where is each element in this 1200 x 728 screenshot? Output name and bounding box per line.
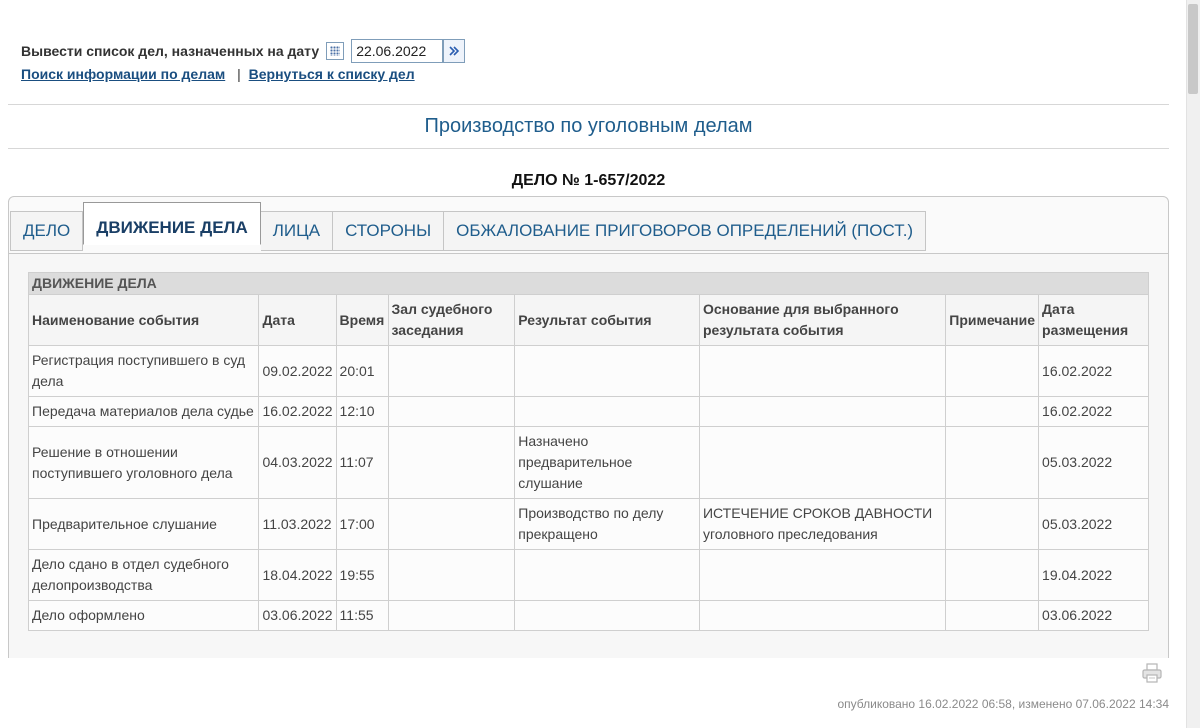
column-header: Дата размещения — [1039, 295, 1149, 346]
scrollbar-thumb[interactable] — [1188, 4, 1198, 94]
table-cell: 16.02.2022 — [1039, 397, 1149, 427]
table-cell: ИСТЕЧЕНИЕ СРОКОВ ДАВНОСТИ уголовного преследования — [699, 499, 945, 550]
column-header: Зал судебного заседания — [388, 295, 515, 346]
scrollbar-track[interactable] — [1186, 0, 1200, 728]
table-cell: Передача материалов дела судье — [29, 397, 259, 427]
table-cell: Предварительное слушание — [29, 499, 259, 550]
case-number: ДЕЛО № 1-657/2022 — [511, 172, 666, 189]
table-cell — [699, 550, 945, 601]
column-header: Основание для выбранного результата события — [699, 295, 945, 346]
table-cell: 11:07 — [336, 427, 388, 499]
table-cell — [515, 550, 700, 601]
table-cell — [946, 427, 1039, 499]
column-header: Примечание — [946, 295, 1039, 346]
table-cell: 11.03.2022 — [259, 499, 336, 550]
table-cell: 16.02.2022 — [1039, 346, 1149, 397]
table-cell — [515, 397, 700, 427]
table-cell: 09.02.2022 — [259, 346, 336, 397]
table-cell — [946, 397, 1039, 427]
table-caption: ДВИЖЕНИЕ ДЕЛА — [29, 273, 1149, 295]
section-title: Производство по уголовным делам — [424, 115, 753, 137]
search-cases-link[interactable]: Поиск информации по делам — [21, 66, 226, 82]
column-header: Время — [336, 295, 388, 346]
go-arrow-icon[interactable] — [443, 39, 465, 63]
table-cell: 18.04.2022 — [259, 550, 336, 601]
table-cell — [946, 346, 1039, 397]
table-cell: Дело оформлено — [29, 601, 259, 631]
column-header: Дата — [259, 295, 336, 346]
table-cell — [699, 346, 945, 397]
table-cell: Назначено предварительное слушание — [515, 427, 700, 499]
table-cell: 05.03.2022 — [1039, 499, 1149, 550]
table-row — [29, 397, 1149, 427]
table-cell: Регистрация поступившего в суд дела — [29, 346, 259, 397]
printer-svg — [1141, 662, 1163, 684]
table-cell — [388, 499, 515, 550]
case-movement-table — [28, 272, 1149, 631]
table-cell: 11:55 — [336, 601, 388, 631]
table-header-row — [29, 295, 1149, 346]
table-row — [29, 346, 1149, 397]
date-filter-label: Вывести список дел, назначенных на дату — [21, 43, 320, 59]
publication-note: опубликовано 16.02.2022 06:58, изменено 07.06.2022 14:34 — [837, 697, 1169, 711]
date-input[interactable] — [351, 39, 443, 63]
table-cell — [946, 550, 1039, 601]
table-cell: 03.06.2022 — [259, 601, 336, 631]
table-cell — [388, 550, 515, 601]
table-cell — [388, 397, 515, 427]
table-cell: 04.03.2022 — [259, 427, 336, 499]
table-cell — [515, 346, 700, 397]
nav-links — [21, 66, 415, 82]
table-cell: Дело сдано в отдел судебного делопроизводства — [29, 550, 259, 601]
table-cell: 16.02.2022 — [259, 397, 336, 427]
calendar-icon[interactable] — [326, 42, 344, 60]
printer-icon[interactable] — [1141, 662, 1163, 684]
back-to-list-link[interactable]: Вернуться к списку дел — [248, 66, 415, 82]
table-cell: 17:00 — [336, 499, 388, 550]
tab-case-movement[interactable]: ДВИЖЕНИЕ ДЕЛА — [83, 202, 261, 245]
table-cell — [388, 601, 515, 631]
table-cell — [699, 601, 945, 631]
table-cell — [515, 601, 700, 631]
table-cell: 20:01 — [336, 346, 388, 397]
table-cell — [946, 499, 1039, 550]
tab-bar — [10, 210, 926, 253]
table-row — [29, 601, 1149, 631]
go-arrow-svg — [448, 45, 460, 57]
table-cell — [699, 397, 945, 427]
tab-persons[interactable]: ЛИЦА — [261, 211, 333, 251]
tab-case[interactable]: ДЕЛО — [10, 211, 83, 251]
divider-top — [8, 104, 1169, 105]
divider-bottom — [8, 148, 1169, 149]
link-separator: | — [237, 66, 241, 82]
table-row — [29, 427, 1149, 499]
table-cell: 05.03.2022 — [1039, 427, 1149, 499]
column-header: Результат события — [515, 295, 700, 346]
table-row — [29, 550, 1149, 601]
table-cell: Решение в отношении поступившего уголовного дела — [29, 427, 259, 499]
table-cell: 12:10 — [336, 397, 388, 427]
tab-parties[interactable]: СТОРОНЫ — [333, 211, 444, 251]
table-cell: 03.06.2022 — [1039, 601, 1149, 631]
table-row — [29, 499, 1149, 550]
tab-appeals[interactable]: ОБЖАЛОВАНИЕ ПРИГОВОРОВ ОПРЕДЕЛЕНИЙ (ПОСТ.) — [444, 211, 926, 251]
column-header: Наименование события — [29, 295, 259, 346]
table-cell — [699, 427, 945, 499]
table-cell: Производство по делу прекращено — [515, 499, 700, 550]
table-cell — [388, 346, 515, 397]
table-cell: 19:55 — [336, 550, 388, 601]
table-cell: 19.04.2022 — [1039, 550, 1149, 601]
table-cell — [946, 601, 1039, 631]
table-cell — [388, 427, 515, 499]
date-filter — [21, 38, 465, 64]
